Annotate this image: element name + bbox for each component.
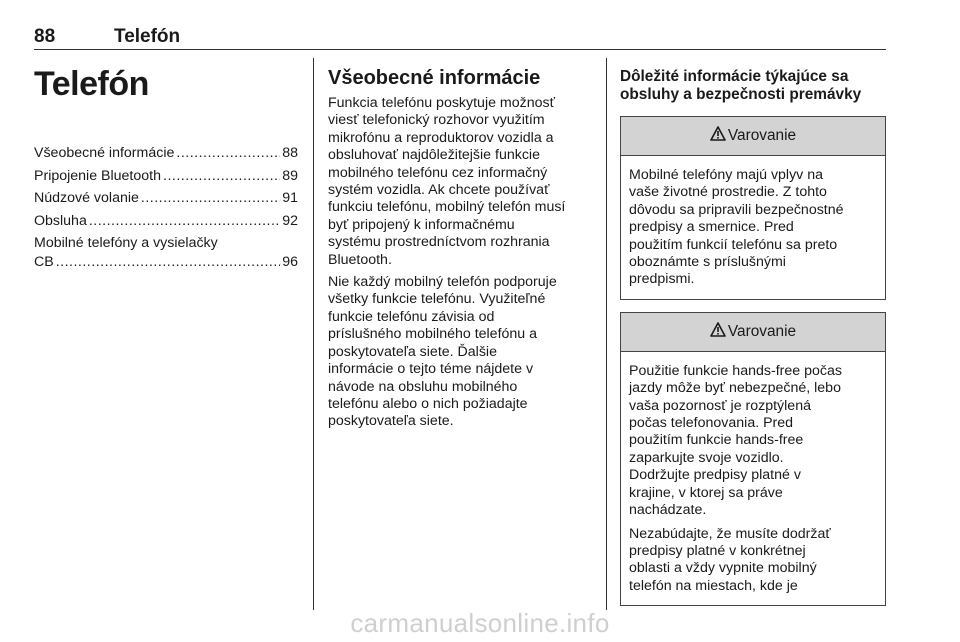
header-title: Telefón xyxy=(114,26,181,47)
warning-body xyxy=(621,352,885,605)
text-line: obsluhovať najdôležitejšie funkcie xyxy=(328,147,540,164)
text-line: viesť telefonický rozhovor využitím xyxy=(328,112,545,129)
toc-entry-line xyxy=(34,144,298,163)
text-line: informácie o tejto téme nájdete v xyxy=(328,361,534,378)
toc-page-number: 91 xyxy=(282,190,298,206)
text-line: Použitie funkcie hands-free počas xyxy=(629,362,842,379)
text-line: všetky funkcie telefónu. Využiteľné xyxy=(328,291,546,308)
column-divider xyxy=(313,58,314,610)
column-safety xyxy=(620,60,886,618)
toc-page-number: 96 xyxy=(282,253,298,270)
text-line: oboznámte s príslušnými xyxy=(629,254,786,271)
text-line: predpisy platné v konkrétnej xyxy=(629,542,806,559)
column-toc xyxy=(34,60,298,275)
paragraph xyxy=(629,363,877,520)
toc-entry-label-line: Mobilné telefóny a vysielačky xyxy=(34,235,218,251)
toc-entry xyxy=(34,234,298,271)
warning-label: Varovanie xyxy=(727,322,797,340)
column-general xyxy=(328,60,594,436)
toc-page-number: 92 xyxy=(282,212,298,229)
text-line: Mobilné telefóny majú vplyv na xyxy=(629,167,823,183)
warning-body xyxy=(621,156,885,299)
page-number: 88 xyxy=(34,26,56,47)
text-line: príslušného mobilného telefónu a xyxy=(328,326,538,343)
text-line: predpismi. xyxy=(629,271,695,288)
toc-entry xyxy=(34,212,298,231)
warning-box xyxy=(620,312,886,606)
text-line: Dôležité informácie týkajúce sa xyxy=(620,68,849,85)
text-line: nachádzate. xyxy=(629,502,707,519)
toc-entry-label: Pripojenie Bluetooth xyxy=(34,167,161,184)
text-line: krajine, v ktorej sa práve xyxy=(629,484,783,501)
warning-triangle-icon xyxy=(710,126,728,146)
toc-entry-label: Obsluha xyxy=(34,212,87,229)
text-line: poskytovateľa siete. Ďalšie xyxy=(328,343,497,360)
section-body xyxy=(328,95,594,431)
table-of-contents xyxy=(34,144,298,271)
text-line: systému prostredníctvom rozhrania xyxy=(328,234,550,251)
paragraph xyxy=(629,526,877,596)
text-line: Nie každý mobilný telefón podporuje xyxy=(328,274,557,291)
toc-page-number: 89 xyxy=(282,167,298,184)
text-line: vaše životné prostredie. Z tohto xyxy=(629,184,827,201)
text-line: dôvodu sa pripravili bezpečnostné xyxy=(629,201,844,218)
toc-entry xyxy=(34,189,298,208)
text-line: systém vozidla. Ak chcete používať xyxy=(328,182,550,199)
watermark: carmanualsonline.info xyxy=(350,608,610,638)
paragraph xyxy=(328,95,594,269)
text-line: mikrofónu a reproduktorov vozidla a xyxy=(328,129,554,146)
text-line: Nezabúdajte, že musíte dodržať xyxy=(629,525,831,542)
text-line: telefón na miestach, kde je xyxy=(629,577,798,594)
text-line: funkcie telefónu závisia od xyxy=(328,308,495,325)
text-line: mobilného telefónu cez informačný xyxy=(328,164,548,181)
paragraph xyxy=(629,167,877,289)
warning-header xyxy=(621,117,885,156)
text-line: poskytovateľa siete. xyxy=(328,413,454,430)
toc-entry-label: CB xyxy=(34,253,54,270)
subsection-title xyxy=(620,68,886,104)
toc-entry-line xyxy=(34,212,298,231)
text-line: použitím funkcií telefónu sa preto xyxy=(629,236,838,253)
toc-dot-leader xyxy=(56,253,281,272)
text-line: obsluhy a bezpečnosti premávky xyxy=(620,86,862,103)
toc-entry-label: Všeobecné informácie xyxy=(34,145,175,161)
toc-entry-label: Núdzové volanie xyxy=(34,190,139,206)
text-line: funkciu telefónu, mobilný telefón musí xyxy=(328,199,566,216)
warning-label: Varovanie xyxy=(727,127,797,144)
paragraph xyxy=(328,274,594,431)
text-line: zaparkujte svoje vozidlo. xyxy=(629,449,784,466)
toc-dot-leader xyxy=(163,167,280,186)
text-line: byť pripojený k informačnému xyxy=(328,216,515,233)
text-line: telefónu alebo o nich požiadajte xyxy=(328,395,528,412)
toc-dot-leader xyxy=(89,212,280,231)
toc-dot-leader xyxy=(176,144,280,163)
text-line: predpisy a smernice. Pred xyxy=(629,219,794,236)
text-line: Dodržujte predpisy platné v xyxy=(629,467,801,484)
section-title: Všeobecné informácie xyxy=(328,67,541,89)
text-line: vaša pozornosť je rozptýlená xyxy=(629,397,811,414)
header-rule xyxy=(34,49,886,50)
text-line: počas telefonovania. Pred xyxy=(629,415,794,432)
toc-dot-leader xyxy=(141,189,280,208)
toc-entry xyxy=(34,167,298,186)
toc-entry-line xyxy=(34,167,298,186)
text-line: oblasti a vždy vypnite mobilný xyxy=(629,560,817,577)
warning-box xyxy=(620,116,886,300)
toc-entry-line xyxy=(34,189,298,208)
toc-entry-line xyxy=(34,253,298,272)
column-divider xyxy=(606,58,607,610)
page-header xyxy=(34,26,886,50)
chapter-title: Telefón xyxy=(34,65,149,103)
text-line: jazdy môže byť nebezpečné, lebo xyxy=(629,380,841,397)
text-line: Funkcia telefónu poskytuje možnosť xyxy=(328,95,555,111)
toc-page-number: 88 xyxy=(282,145,298,161)
warning-triangle-icon xyxy=(710,322,728,342)
text-line: použitím funkcie hands-free xyxy=(629,432,804,449)
warning-header xyxy=(621,313,885,352)
toc-entry xyxy=(34,144,298,163)
text-line: Bluetooth. xyxy=(328,251,392,268)
text-line: návode na obsluhu mobilného xyxy=(328,378,518,395)
warnings-list xyxy=(620,116,886,606)
